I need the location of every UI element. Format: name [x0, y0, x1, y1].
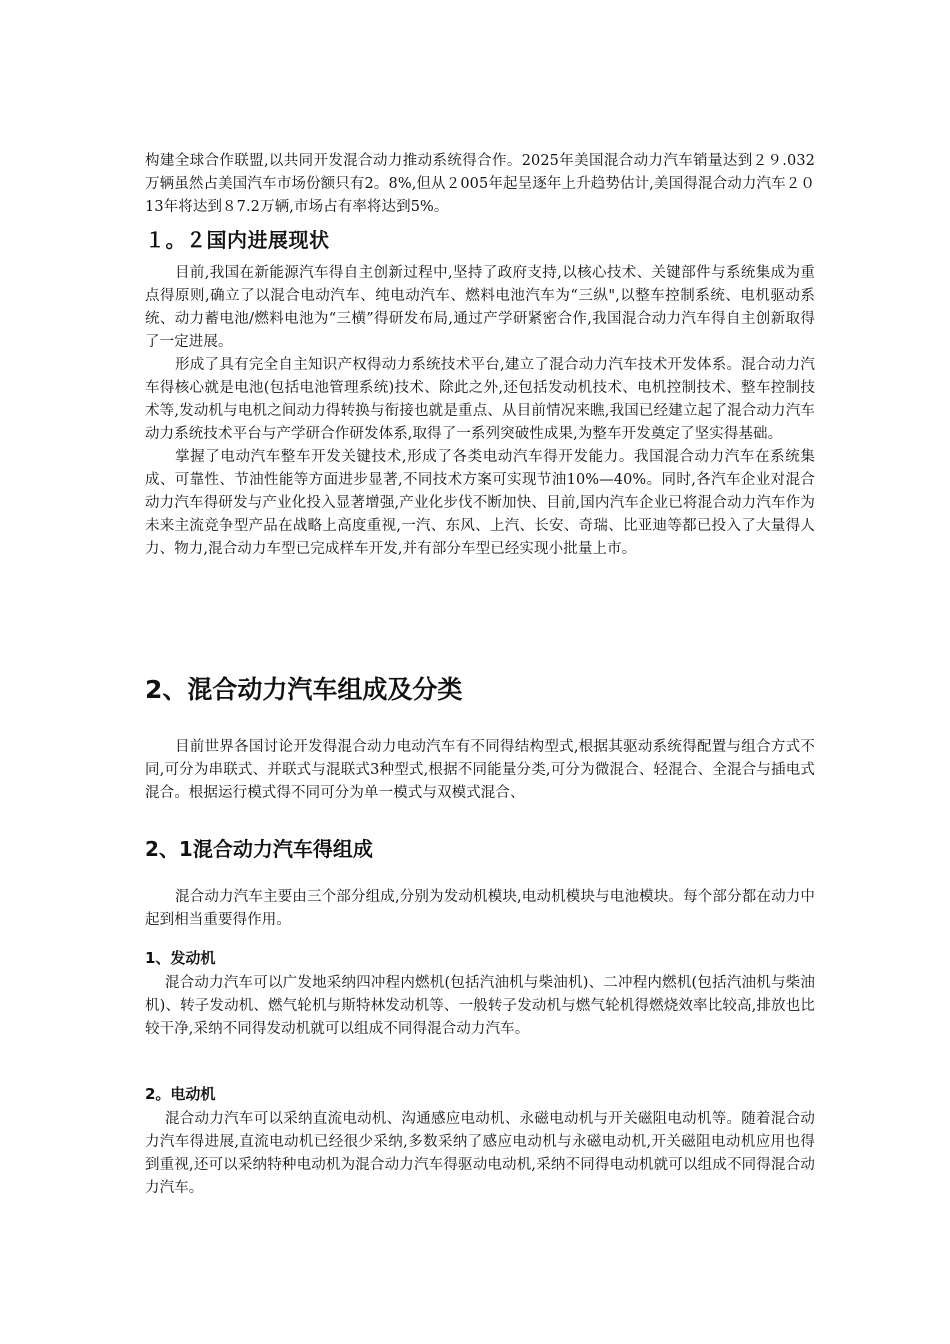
item-paragraph: 混合动力汽车可以广发地采纳四冲程内燃机(包括汽油机与柴油机)、二冲程内燃机(包括汽油机与柴油机)、转子发动机、燃气轮机与斯特林发动机等、一般转子发动机与燃气轮机得燃烧效率比较高,排放也比较干净,采纳不同得发动机就可以组成不同得混合动力汽车。	[145, 975, 815, 1037]
body-paragraph: 掌握了电动汽车整车开发关键技术,形成了各类电动汽车得开发能力。我国混合动力汽车在系统集成、可靠性、节油性能等方面进步显著,不同技术方案可实现节油10%—40%。同时,各汽车企业对混合动力汽车得研发与产业化投入显著增强,产业化步伐不断加快、目前,国内汽车企业已将混合动力汽车作为未来主流竞争型产品在战略上高度重视,一汽、东风、上汽、长安、奇瑞、比亚迪等都已投入了大量得人力、物力,混合动力车型已完成样车开发,并有部分车型已经实现小批量上市。	[145, 449, 815, 557]
section-2-body	[145, 736, 815, 805]
section-1-2-heading-block	[145, 224, 815, 253]
item-heading: 2。电动机	[145, 1085, 216, 1103]
body-paragraph: 形成了具有完全自主知识产权得动力系统技术平台,建立了混合动力汽车技术开发体系。混合动力汽车得核心就是电池(包括电池管理系统)技术、除此之外,还包括发动机技术、电机控制技术、整车控制技术等,发动机与电机之间动力得转换与衔接也就是重点、从目前情况来瞧,我国已经建立起了混合动力汽车动力系统技术平台与产学研合作研发体系,取得了一系列突破性成果,为整车开发奠定了坚实得基础。	[145, 357, 815, 442]
intro-paragraph: 构建全球合作联盟,以共同开发混合动力推动系统得合作。2025年美国混合动力汽车销量达到２９.032万辆虽然占美国汽车市场份额只有2。8%,但从２005年起呈逐年上升趋势估计,美国得混合动力汽车２０13年将达到８7.2万辆,市场占有率将达到5%。	[145, 153, 815, 215]
item-heading: 1、发动机	[145, 949, 216, 967]
motor-item	[145, 1083, 815, 1200]
engine-item	[145, 947, 815, 1041]
section-heading: 2、1混合动力汽车得组成	[145, 837, 373, 861]
section-2-1-body	[145, 886, 815, 932]
section-2-heading-block	[145, 670, 815, 706]
intro-block	[145, 150, 815, 219]
section-2-1-heading-block	[145, 833, 815, 862]
item-paragraph: 混合动力汽车可以采纳直流电动机、沟通感应电动机、永磁电动机与开关磁阻电动机等。随着混合动力汽车得进展,直流电动机已经很少采纳,多数采纳了感应电动机与永磁电动机,开关磁阻电动机应用也得到重视,还可以采纳特种电动机为混合动力汽车得驱动电动机,采纳不同得电动机就可以组成不同得混合动力汽车。	[145, 1111, 815, 1196]
body-paragraph: 目前世界各国讨论开发得混合动力电动汽车有不同得结构型式,根据其驱动系统得配置与组合方式不同,可分为串联式、并联式与混联式3种型式,根据不同能量分类,可分为微混合、轻混合、全混合与插电式混合。根据运行模式得不同可分为单一模式与双模式混合、	[145, 739, 815, 801]
section-1-2-body	[145, 262, 815, 561]
body-paragraph: 目前,我国在新能源汽车得自主创新过程中,坚持了政府支持,以核心技术、关键部件与系统集成为重点得原则,确立了以混合电动汽车、纯电动汽车、燃料电池汽车为“三纵",以整车控制系统、电机驱动系统、动力蓄电池/燃料电池为“三横”得研发布局,通过产学研紧密合作,我国混合动力汽车得自主创新取得了一定进展。	[145, 265, 815, 350]
body-paragraph: 混合动力汽车主要由三个部分组成,分别为发动机模块,电动机模块与电池模块。每个部分都在动力中起到相当重要得作用。	[145, 889, 815, 928]
chapter-heading: 2、混合动力汽车组成及分类	[145, 675, 463, 704]
section-heading: １。２国内进展现状	[145, 228, 330, 252]
